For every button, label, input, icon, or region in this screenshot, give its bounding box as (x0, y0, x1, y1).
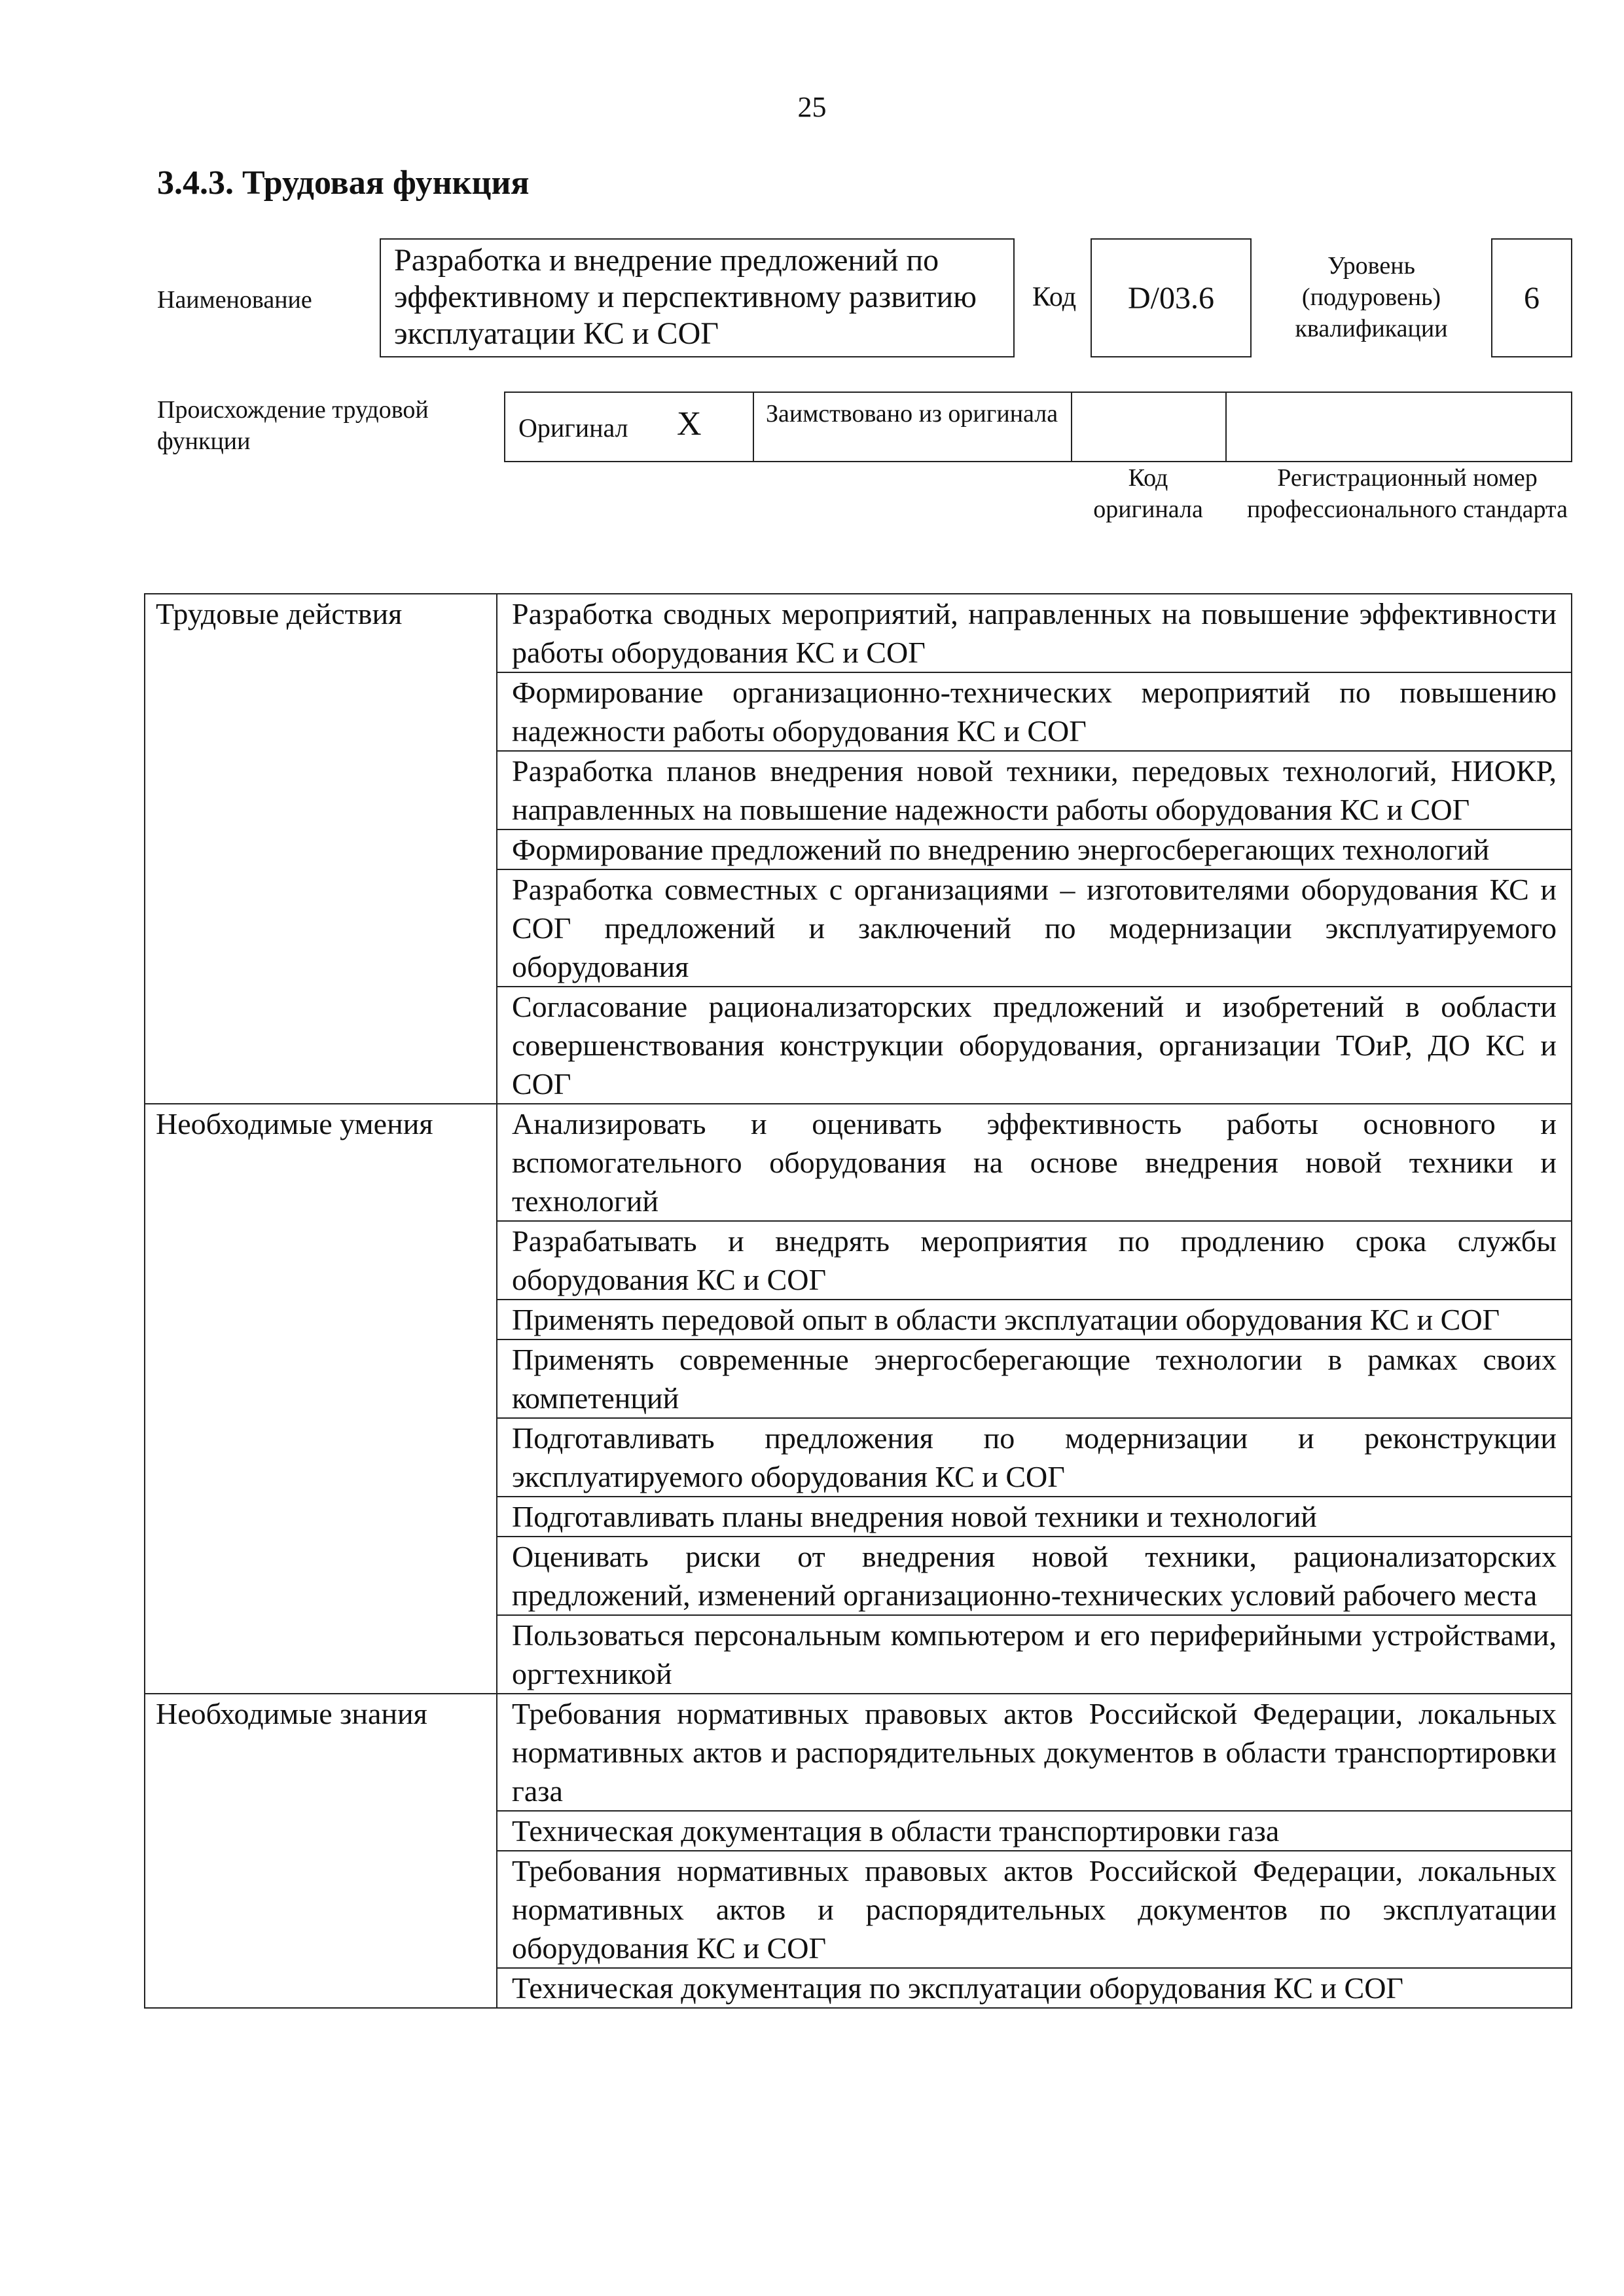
table-row (145, 1104, 1572, 1221)
section-title: 3.4.3. Трудовая функция (157, 164, 530, 202)
section-item-cell: Техническая документация по эксплуатации оборудования КС и СОГ (497, 1968, 1572, 2008)
section-item-cell: Подготавливать предложения по модернизации и реконструкции эксплуатируемого оборудования КС и СОГ (497, 1418, 1572, 1497)
section-item-cell: Техническая документация в области транспортировки газа (497, 1811, 1572, 1851)
original-cell (505, 393, 754, 461)
level-label: Уровень (подуровень) квалификации (1295, 252, 1448, 342)
borrowed-cell (754, 393, 1072, 461)
registration-number-cell (1227, 393, 1571, 461)
section-title-cell: Трудовые действия (145, 594, 497, 1104)
borrowed-label: Заимствовано из оригинала (766, 400, 1058, 428)
section-item-cell: Разработка сводных мероприятий, направленных на повышение эффективности работы оборудования КС и СОГ (497, 594, 1572, 672)
code-label: Код (1032, 282, 1077, 312)
section-item-cell: Пользоваться персональным компьютером и его периферийными устройствами, оргтехникой (497, 1615, 1572, 1694)
table-row (145, 1694, 1572, 1811)
original-label: Оригинал (518, 413, 628, 443)
section-item-cell: Разрабатывать и внедрять мероприятия по продлению срока службы оборудования КС и СОГ (497, 1221, 1572, 1300)
function-details-table (144, 593, 1572, 2009)
section-item-cell: Применять современные энергосберегающие технологии в рамках своих компетенций (497, 1339, 1572, 1418)
section-item-cell: Подготавливать планы внедрения новой техники и технологий (497, 1497, 1572, 1537)
section-title-cell: Необходимые умения (145, 1104, 497, 1694)
origin-label: Происхождение трудовой функции (157, 396, 429, 455)
name-label: Наименование (157, 286, 312, 314)
section-item-cell: Разработка совместных с организациями – изготовителями оборудования КС и СОГ предложений и заключений по модернизации эксплуатируемого оборудования (497, 869, 1572, 987)
section-item-cell: Применять передовой опыт в области эксплуатации оборудования КС и СОГ (497, 1300, 1572, 1339)
page-number: 25 (797, 91, 827, 123)
function-name-box: Разработка и внедрение предложений по эффективному и перспективному развитию эксплуатации КС и СОГ (380, 238, 1015, 357)
section-item-cell: Формирование предложений по внедрению энергосберегающих технологий (497, 829, 1572, 869)
section-item-cell: Анализировать и оценивать эффективность работы основного и вспомогательного оборудования на основе внедрения новой техники и технологий (497, 1104, 1572, 1221)
code-box: D/03.6 (1091, 238, 1252, 357)
origin-table (504, 392, 1572, 462)
section-item-cell: Формирование организационно-технических мероприятий по повышению надежности работы оборудования КС и СОГ (497, 672, 1572, 751)
section-item-cell: Согласование рационализаторских предложений и изобретений в оoбласти совершенствования конструкции оборудования, организации ТОиР, ДО КС и СОГ (497, 987, 1572, 1104)
original-mark: X (677, 405, 702, 443)
level-box: 6 (1491, 238, 1572, 357)
original-code-cell (1072, 393, 1227, 461)
registration-number-caption: Регистрационный номер профессионального стандарта (1247, 464, 1568, 523)
table-row (145, 594, 1572, 672)
original-code-caption: Код оригинала (1093, 464, 1203, 523)
section-item-cell: Требования нормативных правовых актов Российской Федерации, локальных нормативных актов и распорядительных документов в области транспортировки газа (497, 1694, 1572, 1811)
section-item-cell: Требования нормативных правовых актов Российской Федерации, локальных нормативных актов и распорядительных документов по эксплуатации оборудования КС и СОГ (497, 1851, 1572, 1968)
section-item-cell: Оценивать риски от внедрения новой техники, рационализаторских предложений, изменений организационно-технических условий рабочего места (497, 1537, 1572, 1615)
section-item-cell: Разработка планов внедрения новой техники, передовых технологий, НИОКР, направленных на повышение надежности работы оборудования КС и СОГ (497, 751, 1572, 829)
section-title-cell: Необходимые знания (145, 1694, 497, 2008)
